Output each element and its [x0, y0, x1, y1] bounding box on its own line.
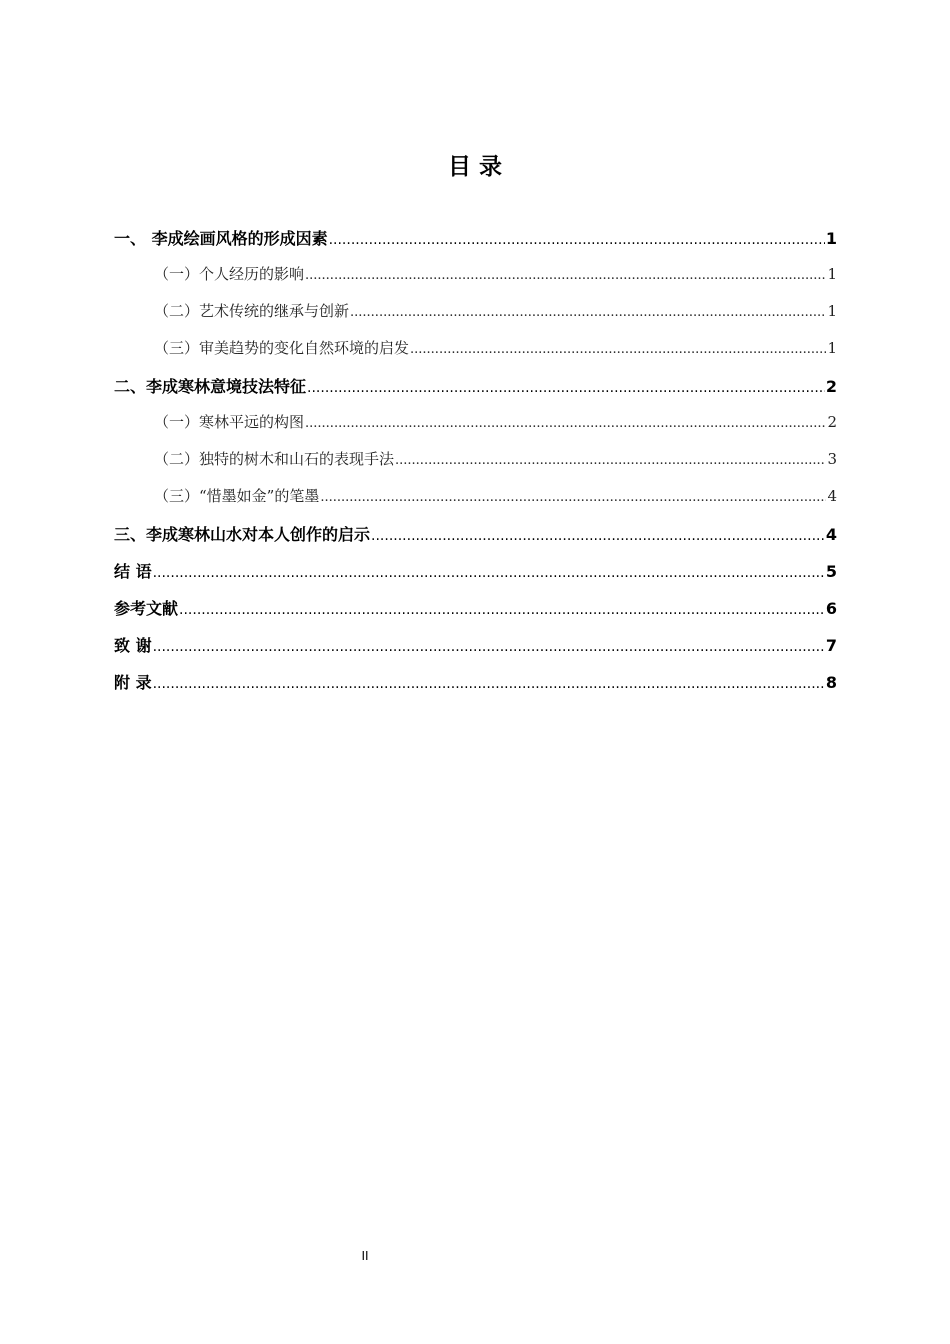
toc-entry-page: 5: [825, 562, 837, 581]
toc-entry-label: 一、 李成绘画风格的形成因素: [114, 229, 328, 248]
toc-entry-page: 1: [827, 265, 837, 283]
toc-entry-page: 7: [825, 636, 837, 655]
toc-entry[interactable]: [114, 300, 837, 337]
toc-entry[interactable]: [114, 633, 837, 670]
toc-entry-label: （三）“惜墨如金”的笔墨: [154, 487, 320, 505]
dot-leader: [305, 265, 826, 283]
toc-entry-page: 2: [827, 413, 837, 431]
toc-entry-page: 1: [827, 339, 837, 357]
toc-entry-label: （二）独特的树木和山石的表现手法: [154, 450, 395, 468]
dot-leader: [410, 339, 826, 357]
toc-entry-page: 8: [825, 673, 837, 692]
toc-entry-label: （一）个人经历的影响: [154, 265, 305, 283]
toc-entry[interactable]: [114, 485, 837, 522]
toc-entry[interactable]: [114, 596, 837, 633]
page-title: 目 录: [447, 154, 502, 180]
toc-entry[interactable]: [114, 522, 837, 559]
toc-entry-page: 2: [825, 377, 837, 396]
toc-entry[interactable]: [114, 670, 837, 707]
toc-entry-label: 致 谢: [114, 636, 152, 655]
toc-entry-label: （三）审美趋势的变化自然环境的启发: [154, 339, 410, 357]
toc-entry-label: 附 录: [114, 673, 152, 692]
dot-leader: [329, 229, 825, 248]
toc-entry[interactable]: [114, 448, 837, 485]
toc-entry-page: 1: [827, 302, 837, 320]
dot-leader: [307, 377, 825, 396]
dot-leader: [371, 525, 825, 544]
dot-leader: [153, 562, 825, 581]
dot-leader: [320, 487, 826, 505]
table-of-contents: [114, 226, 837, 707]
toc-entry[interactable]: [114, 411, 837, 448]
toc-entry-page: 4: [827, 487, 837, 505]
toc-entry-page: 1: [825, 229, 837, 248]
toc-entry-label: （一）寒林平远的构图: [154, 413, 305, 431]
toc-entry[interactable]: [114, 559, 837, 596]
page-number: II: [361, 1249, 369, 1263]
dot-leader: [350, 302, 826, 320]
toc-entry[interactable]: [114, 337, 837, 374]
dot-leader: [179, 599, 825, 618]
toc-entry-label: 参考文献: [114, 599, 179, 618]
toc-entry-label: 二、李成寒林意境技法特征: [114, 377, 307, 396]
toc-entry[interactable]: [114, 226, 837, 263]
toc-entry-label: （二）艺术传统的继承与创新: [154, 302, 350, 320]
toc-entry-label: 结 语: [114, 562, 152, 581]
toc-entry-page: 6: [825, 599, 837, 618]
toc-entry-page: 4: [825, 525, 837, 544]
dot-leader: [395, 450, 826, 468]
toc-entry-label: 三、李成寒林山水对本人创作的启示: [114, 525, 371, 544]
dot-leader: [153, 673, 825, 692]
toc-entry[interactable]: [114, 263, 837, 300]
toc-entry-page: 3: [827, 450, 837, 468]
toc-entry[interactable]: [114, 374, 837, 411]
dot-leader: [153, 636, 825, 655]
dot-leader: [305, 413, 826, 431]
